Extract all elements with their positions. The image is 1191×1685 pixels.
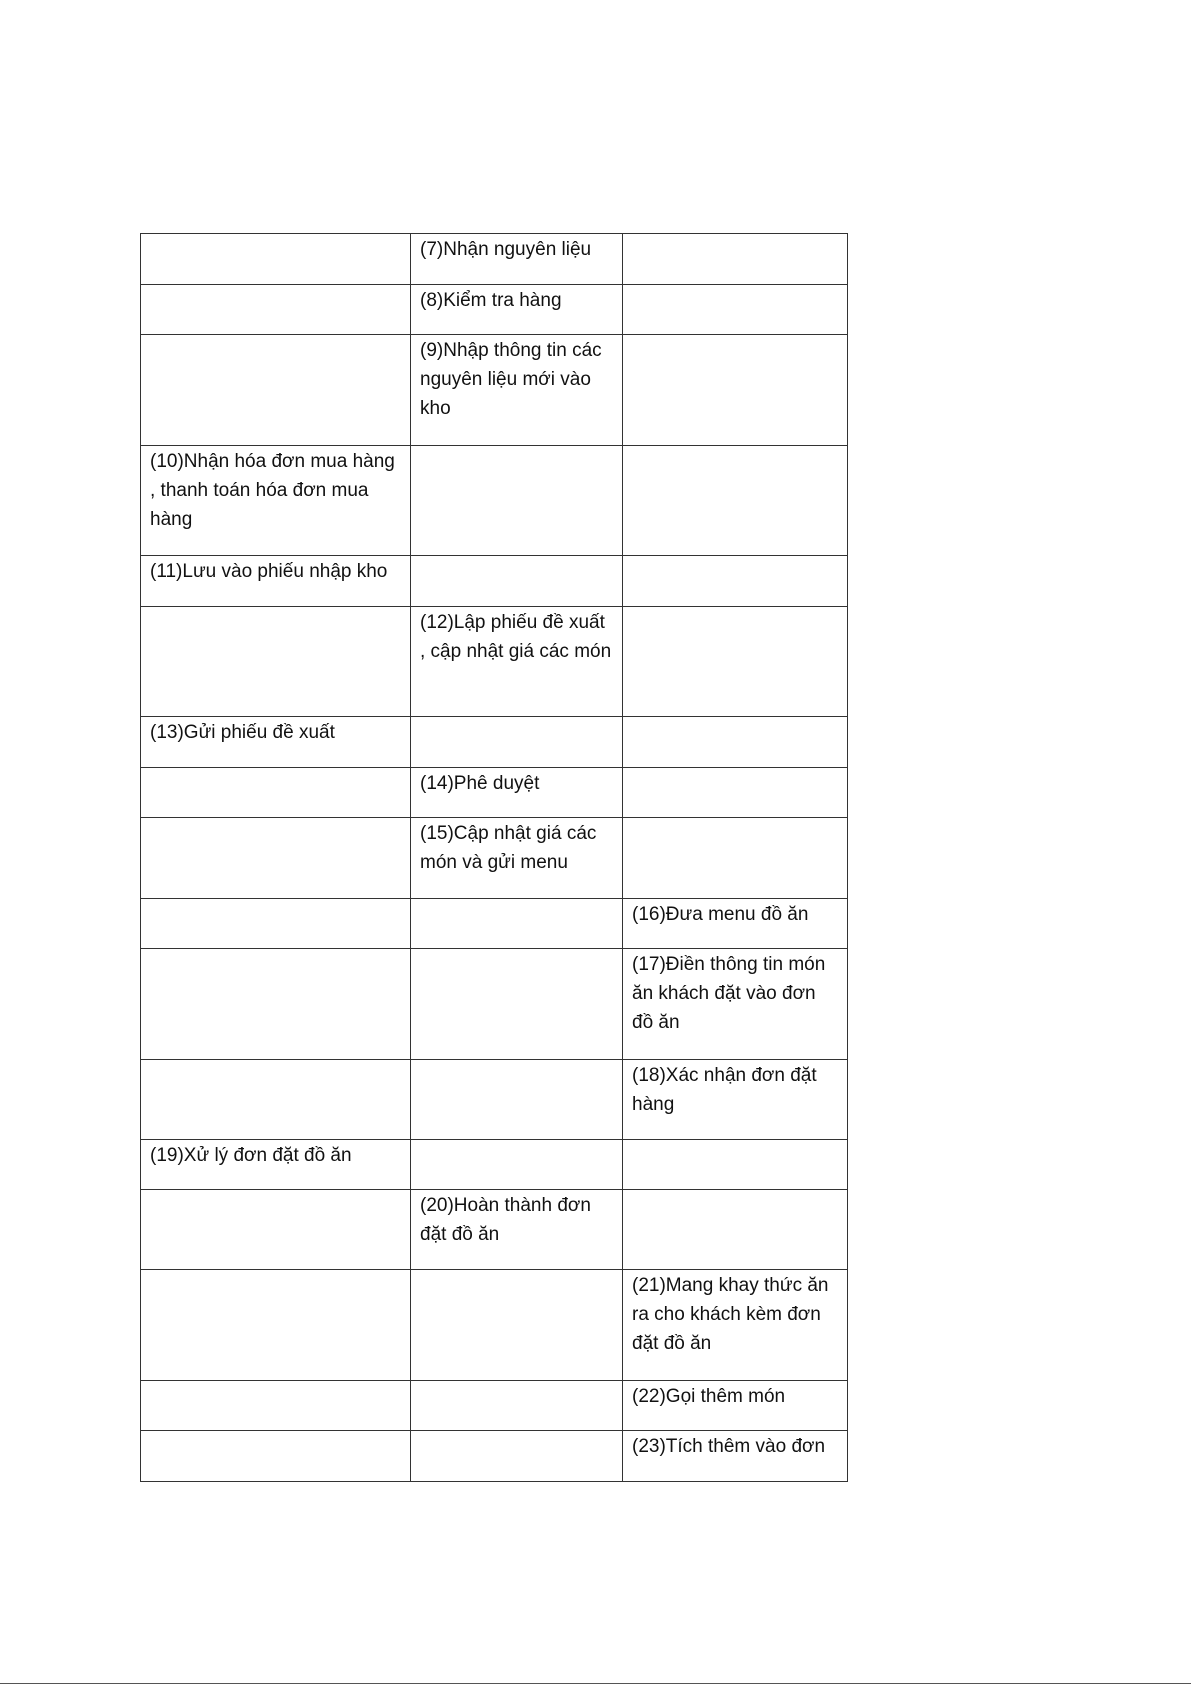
table-cell (141, 949, 411, 1060)
table-cell: (19)Xử lý đơn đặt đồ ăn (141, 1140, 411, 1190)
table-cell: (15)Cập nhật giá các món và gửi menu (411, 818, 623, 899)
table-row (141, 285, 848, 335)
table-cell: (22)Gọi thêm món (623, 1381, 848, 1431)
table-cell (411, 1431, 623, 1482)
table-cell (411, 1140, 623, 1190)
table-cell: (11)Lưu vào phiếu nhập kho (141, 556, 411, 607)
table-cell (623, 1140, 848, 1190)
table-row (141, 1060, 848, 1140)
table-row (141, 446, 848, 556)
table-cell: (20)Hoàn thành đơn đặt đồ ăn (411, 1190, 623, 1270)
table-cell (623, 717, 848, 768)
table-row (141, 818, 848, 899)
table-cell (141, 818, 411, 899)
table-cell: (17)Điền thông tin món ăn khách đặt vào đơn đồ ăn (623, 949, 848, 1060)
table-cell (141, 234, 411, 285)
table-row (141, 949, 848, 1060)
table-cell: (14)Phê duyệt (411, 768, 623, 818)
table-cell: (21)Mang khay thức ăn ra cho khách kèm đơn đặt đồ ăn (623, 1270, 848, 1381)
table-cell (623, 234, 848, 285)
table-row (141, 1140, 848, 1190)
table-cell: (16)Đưa menu đồ ăn (623, 899, 848, 949)
table-row (141, 556, 848, 607)
table-cell (141, 1381, 411, 1431)
table-cell: (23)Tích thêm vào đơn (623, 1431, 848, 1482)
table-cell (141, 1431, 411, 1482)
table-cell (411, 949, 623, 1060)
table-cell: (10)Nhận hóa đơn mua hàng , thanh toán hóa đơn mua hàng (141, 446, 411, 556)
table-cell (141, 768, 411, 818)
table-cell: (13)Gửi phiếu đề xuất (141, 717, 411, 768)
table-cell: (18)Xác nhận đơn đặt hàng (623, 1060, 848, 1140)
table-cell: (9)Nhập thông tin các nguyên liệu mới vào kho (411, 335, 623, 446)
table-cell (623, 818, 848, 899)
table-cell (411, 717, 623, 768)
table-cell (411, 1381, 623, 1431)
table-cell (623, 556, 848, 607)
table-row (141, 607, 848, 717)
table-row (141, 1431, 848, 1482)
table-cell (623, 446, 848, 556)
table-cell (141, 607, 411, 717)
table-cell (141, 899, 411, 949)
table-cell (623, 607, 848, 717)
process-table (140, 233, 848, 1482)
table-row (141, 768, 848, 818)
table-cell (411, 1270, 623, 1381)
table-row (141, 717, 848, 768)
table-cell: (7)Nhận nguyên liệu (411, 234, 623, 285)
table-cell (411, 556, 623, 607)
table-row (141, 899, 848, 949)
table-cell (411, 446, 623, 556)
table-cell (141, 1270, 411, 1381)
table-cell: (8)Kiểm tra hàng (411, 285, 623, 335)
table-row (141, 1270, 848, 1381)
table-cell (141, 285, 411, 335)
table-cell (623, 768, 848, 818)
page-bottom-rule (0, 1683, 1191, 1684)
table-row (141, 1190, 848, 1270)
table-row (141, 335, 848, 446)
table-row (141, 234, 848, 285)
table-cell (623, 285, 848, 335)
table-cell (141, 1060, 411, 1140)
table-cell (411, 899, 623, 949)
table-cell (623, 335, 848, 446)
table-cell (141, 1190, 411, 1270)
table-row (141, 1381, 848, 1431)
table-cell (141, 335, 411, 446)
table-cell (411, 1060, 623, 1140)
table-cell: (12)Lập phiếu đề xuất , cập nhật giá các món (411, 607, 623, 717)
table-cell (623, 1190, 848, 1270)
